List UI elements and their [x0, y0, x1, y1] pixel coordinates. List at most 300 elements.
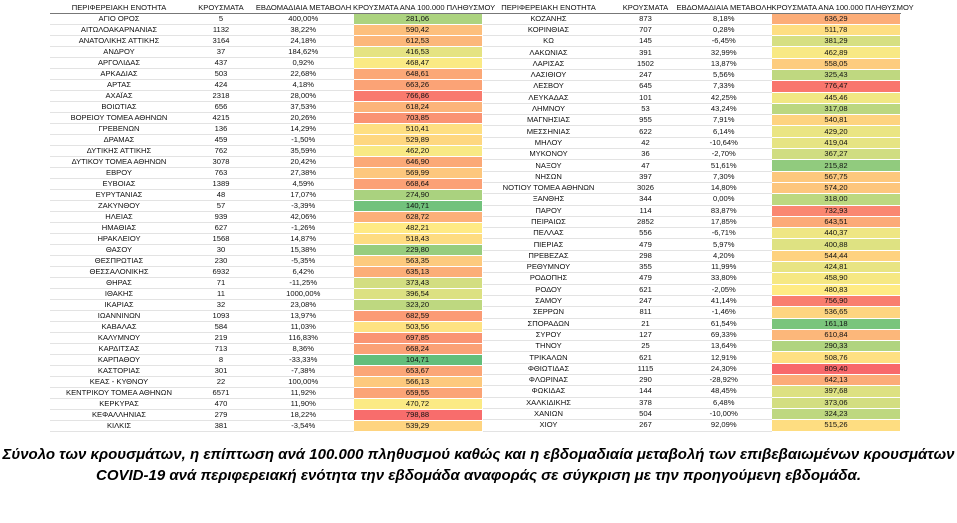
region-cell: ΔΡΑΜΑΣ — [50, 134, 188, 145]
rate-cell: 663,26 — [353, 79, 482, 90]
change-cell: 13,87% — [677, 58, 772, 69]
region-cell: ΒΟΙΩΤΙΑΣ — [50, 101, 188, 112]
table-row — [483, 149, 901, 160]
rate-cell: 480,83 — [772, 284, 901, 295]
region-cell: ΚΕΡΚΥΡΑΣ — [50, 398, 188, 409]
rate-cell: 544,44 — [772, 250, 901, 261]
rate-cell: 419,04 — [772, 137, 901, 148]
region-cell: ΘΕΣΠΡΩΤΙΑΣ — [50, 255, 188, 266]
covid-tables — [50, 3, 914, 432]
cases-cell: 470 — [188, 398, 254, 409]
cases-cell: 127 — [615, 329, 677, 340]
table-row — [50, 79, 482, 90]
region-cell: ΚΕΝΤΡΙΚΟΥ ΤΟΜΕΑ ΑΘΗΝΩΝ — [50, 387, 188, 398]
cases-cell: 230 — [188, 255, 254, 266]
region-cell: ΖΑΚΥΝΘΟΥ — [50, 200, 188, 211]
change-cell: 11,90% — [254, 398, 353, 409]
cases-cell: 136 — [188, 123, 254, 134]
rate-cell: 682,59 — [353, 310, 482, 321]
table-row — [50, 244, 482, 255]
change-cell: 13,64% — [677, 341, 772, 352]
table-row — [483, 318, 901, 329]
change-cell: 0,28% — [677, 24, 772, 35]
region-cell: ΑΡΚΑΔΙΑΣ — [50, 68, 188, 79]
change-cell: 32,99% — [677, 47, 772, 58]
region-cell: ΗΡΑΚΛΕΙΟΥ — [50, 233, 188, 244]
rate-cell: 325,43 — [772, 69, 901, 80]
rate-cell: 590,42 — [353, 24, 482, 35]
table-row — [483, 307, 901, 318]
table-row — [50, 376, 482, 387]
rate-cell: 229,80 — [353, 244, 482, 255]
rate-cell: 468,47 — [353, 57, 482, 68]
table-row — [483, 47, 901, 58]
change-cell: 42,06% — [254, 211, 353, 222]
cases-cell: 3078 — [188, 156, 254, 167]
change-cell: 17,07% — [254, 189, 353, 200]
change-cell: 13,97% — [254, 310, 353, 321]
region-cell: ΛΕΥΚΑΔΑΣ — [483, 92, 615, 103]
change-cell: 4,20% — [677, 250, 772, 261]
table-row — [483, 194, 901, 205]
rate-cell: 574,20 — [772, 182, 901, 193]
region-cell: ΛΕΣΒΟΥ — [483, 81, 615, 92]
region-cell: ΝΟΤΙΟΥ ΤΟΜΕΑ ΑΘΗΝΩΝ — [483, 182, 615, 193]
cases-cell: 355 — [615, 262, 677, 273]
rate-cell: 318,00 — [772, 194, 901, 205]
change-cell: -2,05% — [677, 284, 772, 295]
rate-cell: 610,84 — [772, 329, 901, 340]
region-cell: ΑΧΑΪΑΣ — [50, 90, 188, 101]
change-cell: 14,80% — [677, 182, 772, 193]
rate-cell: 668,64 — [353, 178, 482, 189]
change-cell: 4,18% — [254, 79, 353, 90]
cases-cell: 556 — [615, 228, 677, 239]
cases-cell: 6932 — [188, 266, 254, 277]
table-row — [50, 46, 482, 57]
region-cell: ΧΑΝΙΩΝ — [483, 408, 615, 419]
table-row — [50, 101, 482, 112]
cases-cell: 145 — [615, 36, 677, 47]
table-row — [50, 200, 482, 211]
region-cell: ΠΑΡΟΥ — [483, 205, 615, 216]
cases-cell: 479 — [615, 273, 677, 284]
change-cell: 18,22% — [254, 409, 353, 420]
region-cell: ΙΚΑΡΙΑΣ — [50, 299, 188, 310]
region-cell: ΠΕΙΡΑΙΩΣ — [483, 216, 615, 227]
rate-cell: 470,72 — [353, 398, 482, 409]
cases-cell: 247 — [615, 295, 677, 306]
cases-cell: 279 — [188, 409, 254, 420]
cases-cell: 397 — [615, 171, 677, 182]
rate-cell: 536,65 — [772, 307, 901, 318]
region-cell: ΤΡΙΚΑΛΩΝ — [483, 352, 615, 363]
table-row — [483, 24, 901, 35]
table-row — [50, 13, 482, 24]
table-row — [50, 288, 482, 299]
cases-cell: 101 — [615, 92, 677, 103]
change-cell: 83,87% — [677, 205, 772, 216]
table-row — [483, 182, 901, 193]
change-cell: 5,56% — [677, 69, 772, 80]
change-cell: 69,33% — [677, 329, 772, 340]
change-cell: 17,85% — [677, 216, 772, 227]
region-cell: ΠΕΛΛΑΣ — [483, 228, 615, 239]
change-cell: -1,50% — [254, 134, 353, 145]
change-cell: 14,87% — [254, 233, 353, 244]
table-row — [483, 216, 901, 227]
region-cell: ΗΜΑΘΙΑΣ — [50, 222, 188, 233]
cases-cell: 504 — [615, 408, 677, 419]
rate-cell: 643,51 — [772, 216, 901, 227]
table-row — [50, 167, 482, 178]
cases-cell: 479 — [615, 239, 677, 250]
rate-cell: 367,27 — [772, 149, 901, 160]
table-row — [483, 262, 901, 273]
rate-cell: 462,89 — [772, 47, 901, 58]
table-row — [483, 408, 901, 419]
rate-cell: 628,72 — [353, 211, 482, 222]
region-cell: ΘΕΣΣΑΛΟΝΙΚΗΣ — [50, 266, 188, 277]
change-cell: 20,42% — [254, 156, 353, 167]
rate-cell: 567,75 — [772, 171, 901, 182]
change-cell: 27,38% — [254, 167, 353, 178]
change-cell: 24,30% — [677, 363, 772, 374]
cases-cell: 622 — [615, 126, 677, 137]
table-row — [483, 329, 901, 340]
cases-cell: 437 — [188, 57, 254, 68]
rate-cell: 646,90 — [353, 156, 482, 167]
table-row — [50, 211, 482, 222]
region-cell: ΧΑΛΚΙΔΙΚΗΣ — [483, 397, 615, 408]
cases-cell: 144 — [615, 386, 677, 397]
region-cell: ΚΙΛΚΙΣ — [50, 420, 188, 431]
change-cell: 0,92% — [254, 57, 353, 68]
cases-cell: 939 — [188, 211, 254, 222]
region-cell: ΕΥΡΥΤΑΝΙΑΣ — [50, 189, 188, 200]
region-cell: ΣΥΡΟΥ — [483, 329, 615, 340]
cases-cell: 3164 — [188, 35, 254, 46]
cases-cell: 713 — [188, 343, 254, 354]
region-cell: ΕΒΡΟΥ — [50, 167, 188, 178]
rate-cell: 445,46 — [772, 92, 901, 103]
table-row — [483, 284, 901, 295]
cases-cell: 42 — [615, 137, 677, 148]
change-cell: 184,62% — [254, 46, 353, 57]
table-row — [483, 92, 901, 103]
cases-cell: 621 — [615, 352, 677, 363]
region-cell: ΘΗΡΑΣ — [50, 277, 188, 288]
region-cell: ΧΙΟΥ — [483, 420, 615, 431]
cases-cell: 459 — [188, 134, 254, 145]
cases-cell: 290 — [615, 375, 677, 386]
region-cell: ΦΘΙΩΤΙΔΑΣ — [483, 363, 615, 374]
region-cell: ΜΥΚΟΝΟΥ — [483, 149, 615, 160]
change-cell: 400,00% — [254, 13, 353, 24]
cases-cell: 8 — [188, 354, 254, 365]
table-row — [483, 160, 901, 171]
table-row — [483, 250, 901, 261]
cases-cell: 57 — [188, 200, 254, 211]
cases-cell: 2852 — [615, 216, 677, 227]
region-cell: ΗΛΕΙΑΣ — [50, 211, 188, 222]
region-cell: ΜΕΣΣΗΝΙΑΣ — [483, 126, 615, 137]
rate-cell: 482,21 — [353, 222, 482, 233]
cases-cell: 71 — [188, 277, 254, 288]
col-region-header: ΠΕΡΙΦΕΡΕΙΑΚΗ ΕΝΟΤΗΤΑ — [483, 3, 615, 13]
change-cell: 23,08% — [254, 299, 353, 310]
region-cell: ΛΑΚΩΝΙΑΣ — [483, 47, 615, 58]
table-row — [483, 239, 901, 250]
table-row — [50, 299, 482, 310]
change-cell: 100,00% — [254, 376, 353, 387]
region-cell: ΡΕΘΥΜΝΟΥ — [483, 262, 615, 273]
rate-cell: 511,78 — [772, 24, 901, 35]
table-row — [483, 273, 901, 284]
table-row — [483, 36, 901, 47]
col-rate-header: ΚΡΟΥΣΜΑΤΑ ΑΝΑ 100.000 ΠΛΗΘΥΣΜΟΥ — [771, 3, 914, 12]
table-right-body — [483, 13, 901, 431]
change-cell: 43,24% — [677, 103, 772, 114]
change-cell: -28,92% — [677, 375, 772, 386]
change-cell: 12,91% — [677, 352, 772, 363]
change-cell: 11,99% — [677, 262, 772, 273]
table-row — [483, 69, 901, 80]
table-left — [50, 3, 496, 432]
rate-cell: 161,18 — [772, 318, 901, 329]
cases-cell: 48 — [188, 189, 254, 200]
region-cell: ΚΑΣΤΟΡΙΑΣ — [50, 365, 188, 376]
region-cell: ΚΑΛΥΜΝΟΥ — [50, 332, 188, 343]
region-cell: ΓΡΕΒΕΝΩΝ — [50, 123, 188, 134]
change-cell: 61,54% — [677, 318, 772, 329]
table-left-body — [50, 13, 482, 431]
cases-cell: 955 — [615, 115, 677, 126]
rate-cell: 697,85 — [353, 332, 482, 343]
rate-cell: 424,81 — [772, 262, 901, 273]
rate-cell: 281,06 — [353, 13, 482, 24]
change-cell: -7,38% — [254, 365, 353, 376]
cases-cell: 247 — [615, 69, 677, 80]
rate-cell: 400,88 — [772, 239, 901, 250]
table-row — [483, 363, 901, 374]
change-cell: 11,03% — [254, 321, 353, 332]
change-cell: 28,00% — [254, 90, 353, 101]
table-row — [483, 228, 901, 239]
col-change-header: ΕΒΔΟΜΑΔΙΑΙΑ ΜΕΤΑΒΟΛΗ — [255, 3, 352, 12]
change-cell: -1,46% — [677, 307, 772, 318]
change-cell: 33,80% — [677, 273, 772, 284]
rate-cell: 529,89 — [353, 134, 482, 145]
rate-cell: 618,24 — [353, 101, 482, 112]
region-cell: ΤΗΝΟΥ — [483, 341, 615, 352]
region-cell: ΚΑΡΠΑΘΟΥ — [50, 354, 188, 365]
table-row — [50, 321, 482, 332]
region-cell: ΑΙΤΩΛΟΑΚΑΡΝΑΝΙΑΣ — [50, 24, 188, 35]
table-row — [483, 341, 901, 352]
cases-cell: 378 — [615, 397, 677, 408]
rate-cell: 396,54 — [353, 288, 482, 299]
rate-cell: 563,35 — [353, 255, 482, 266]
table-row — [483, 126, 901, 137]
rate-cell: 558,05 — [772, 58, 901, 69]
cases-cell: 25 — [615, 341, 677, 352]
change-cell: 20,26% — [254, 112, 353, 123]
cases-cell: 1093 — [188, 310, 254, 321]
table-row — [483, 13, 901, 24]
region-cell: ΜΑΓΝΗΣΙΑΣ — [483, 115, 615, 126]
rate-cell: 317,08 — [772, 103, 901, 114]
cases-cell: 219 — [188, 332, 254, 343]
region-cell: ΠΙΕΡΙΑΣ — [483, 239, 615, 250]
region-cell: ΙΩΑΝΝΙΝΩΝ — [50, 310, 188, 321]
rate-cell: 756,90 — [772, 295, 901, 306]
region-cell: ΚΑΒΑΛΑΣ — [50, 321, 188, 332]
region-cell: ΛΗΜΝΟΥ — [483, 103, 615, 114]
region-cell: ΞΑΝΘΗΣ — [483, 194, 615, 205]
change-cell: 6,42% — [254, 266, 353, 277]
table-row — [50, 35, 482, 46]
rate-cell: 215,82 — [772, 160, 901, 171]
cases-cell: 621 — [615, 284, 677, 295]
change-cell: 41,14% — [677, 295, 772, 306]
cases-cell: 707 — [615, 24, 677, 35]
change-cell: 0,00% — [677, 194, 772, 205]
cases-cell: 763 — [188, 167, 254, 178]
cases-cell: 645 — [615, 81, 677, 92]
rate-cell: 766,86 — [353, 90, 482, 101]
table-row — [483, 171, 901, 182]
region-cell: ΚΟΖΑΝΗΣ — [483, 13, 615, 24]
rate-cell: 809,40 — [772, 363, 901, 374]
rate-cell: 458,90 — [772, 273, 901, 284]
cases-cell: 301 — [188, 365, 254, 376]
rate-cell: 668,24 — [353, 343, 482, 354]
rate-cell: 776,47 — [772, 81, 901, 92]
cases-cell: 53 — [615, 103, 677, 114]
col-region-header: ΠΕΡΙΦΕΡΕΙΑΚΗ ΕΝΟΤΗΤΑ — [50, 3, 188, 13]
region-cell: ΝΑΞΟΥ — [483, 160, 615, 171]
header-row — [483, 3, 901, 13]
change-cell: 35,59% — [254, 145, 353, 156]
table-row — [50, 145, 482, 156]
change-cell: 7,91% — [677, 115, 772, 126]
region-cell: ΑΝΑΤΟΛΙΚΗΣ ΑΤΤΙΚΗΣ — [50, 35, 188, 46]
rate-cell: 540,81 — [772, 115, 901, 126]
change-cell: 51,61% — [677, 160, 772, 171]
table-row — [50, 354, 482, 365]
cases-cell: 36 — [615, 149, 677, 160]
change-cell: -2,70% — [677, 149, 772, 160]
change-cell: 8,18% — [677, 13, 772, 24]
rate-cell: 290,33 — [772, 341, 901, 352]
table-row — [483, 295, 901, 306]
change-cell: 6,14% — [677, 126, 772, 137]
change-cell: 11,92% — [254, 387, 353, 398]
rate-cell: 397,68 — [772, 386, 901, 397]
cases-cell: 1568 — [188, 233, 254, 244]
change-cell: -11,25% — [254, 277, 353, 288]
change-cell: 116,83% — [254, 332, 353, 343]
table-row — [50, 365, 482, 376]
change-cell: -10,00% — [677, 408, 772, 419]
col-rate-header: ΚΡΟΥΣΜΑΤΑ ΑΝΑ 100.000 ΠΛΗΘΥΣΜΟΥ — [353, 3, 496, 12]
rate-cell: 510,41 — [353, 123, 482, 134]
cases-cell: 1389 — [188, 178, 254, 189]
rate-cell: 732,93 — [772, 205, 901, 216]
change-cell: -33,33% — [254, 354, 353, 365]
region-cell: ΑΡΓΟΛΙΔΑΣ — [50, 57, 188, 68]
region-cell: ΣΠΟΡΑΔΩΝ — [483, 318, 615, 329]
change-cell: 7,30% — [677, 171, 772, 182]
change-cell: 14,29% — [254, 123, 353, 134]
rate-cell: 653,67 — [353, 365, 482, 376]
cases-cell: 37 — [188, 46, 254, 57]
table-row — [50, 266, 482, 277]
region-cell: ΦΩΚΙΔΑΣ — [483, 386, 615, 397]
region-cell: ΚΕΦΑΛΛΗΝΙΑΣ — [50, 409, 188, 420]
col-change-header: ΕΒΔΟΜΑΔΙΑΙΑ ΜΕΤΑΒΟΛΗ — [676, 3, 772, 12]
cases-cell: 424 — [188, 79, 254, 90]
table-row — [50, 178, 482, 189]
region-cell: ΡΟΔΟΠΗΣ — [483, 273, 615, 284]
cases-cell: 344 — [615, 194, 677, 205]
rate-cell: 381,29 — [772, 36, 901, 47]
rate-cell: 642,13 — [772, 375, 901, 386]
table-row — [50, 123, 482, 134]
region-cell: ΔΥΤΙΚΗΣ ΑΤΤΙΚΗΣ — [50, 145, 188, 156]
rate-cell: 612,53 — [353, 35, 482, 46]
cases-cell: 32 — [188, 299, 254, 310]
region-cell: ΚΑΡΔΙΤΣΑΣ — [50, 343, 188, 354]
cases-cell: 114 — [615, 205, 677, 216]
rate-cell: 636,29 — [772, 13, 901, 24]
cases-cell: 6571 — [188, 387, 254, 398]
cases-cell: 21 — [615, 318, 677, 329]
region-cell: ΔΥΤΙΚΟΥ ΤΟΜΕΑ ΑΘΗΝΩΝ — [50, 156, 188, 167]
region-cell: ΑΡΤΑΣ — [50, 79, 188, 90]
rate-cell: 569,99 — [353, 167, 482, 178]
rate-cell: 503,56 — [353, 321, 482, 332]
table-row — [50, 332, 482, 343]
change-cell: -10,64% — [677, 137, 772, 148]
table-row — [50, 409, 482, 420]
change-cell: 15,38% — [254, 244, 353, 255]
rate-cell: 635,13 — [353, 266, 482, 277]
rate-cell: 798,88 — [353, 409, 482, 420]
cases-cell: 3026 — [615, 182, 677, 193]
rate-cell: 324,23 — [772, 408, 901, 419]
rate-cell: 539,29 — [353, 420, 482, 431]
region-cell: ΒΟΡΕΙΟΥ ΤΟΜΕΑ ΑΘΗΝΩΝ — [50, 112, 188, 123]
region-cell: ΠΡΕΒΕΖΑΣ — [483, 250, 615, 261]
rate-cell: 508,76 — [772, 352, 901, 363]
region-cell: ΡΟΔΟΥ — [483, 284, 615, 295]
rate-cell: 518,43 — [353, 233, 482, 244]
rate-cell: 416,53 — [353, 46, 482, 57]
region-cell: ΣΕΡΡΩΝ — [483, 307, 615, 318]
table-row — [483, 58, 901, 69]
change-cell: 1000,00% — [254, 288, 353, 299]
region-cell: ΚΩ — [483, 36, 615, 47]
change-cell: -3,54% — [254, 420, 353, 431]
rate-cell: 703,85 — [353, 112, 482, 123]
cases-cell: 811 — [615, 307, 677, 318]
table-row — [483, 352, 901, 363]
rate-cell: 515,26 — [772, 420, 901, 431]
cases-cell: 381 — [188, 420, 254, 431]
table-row — [483, 81, 901, 92]
